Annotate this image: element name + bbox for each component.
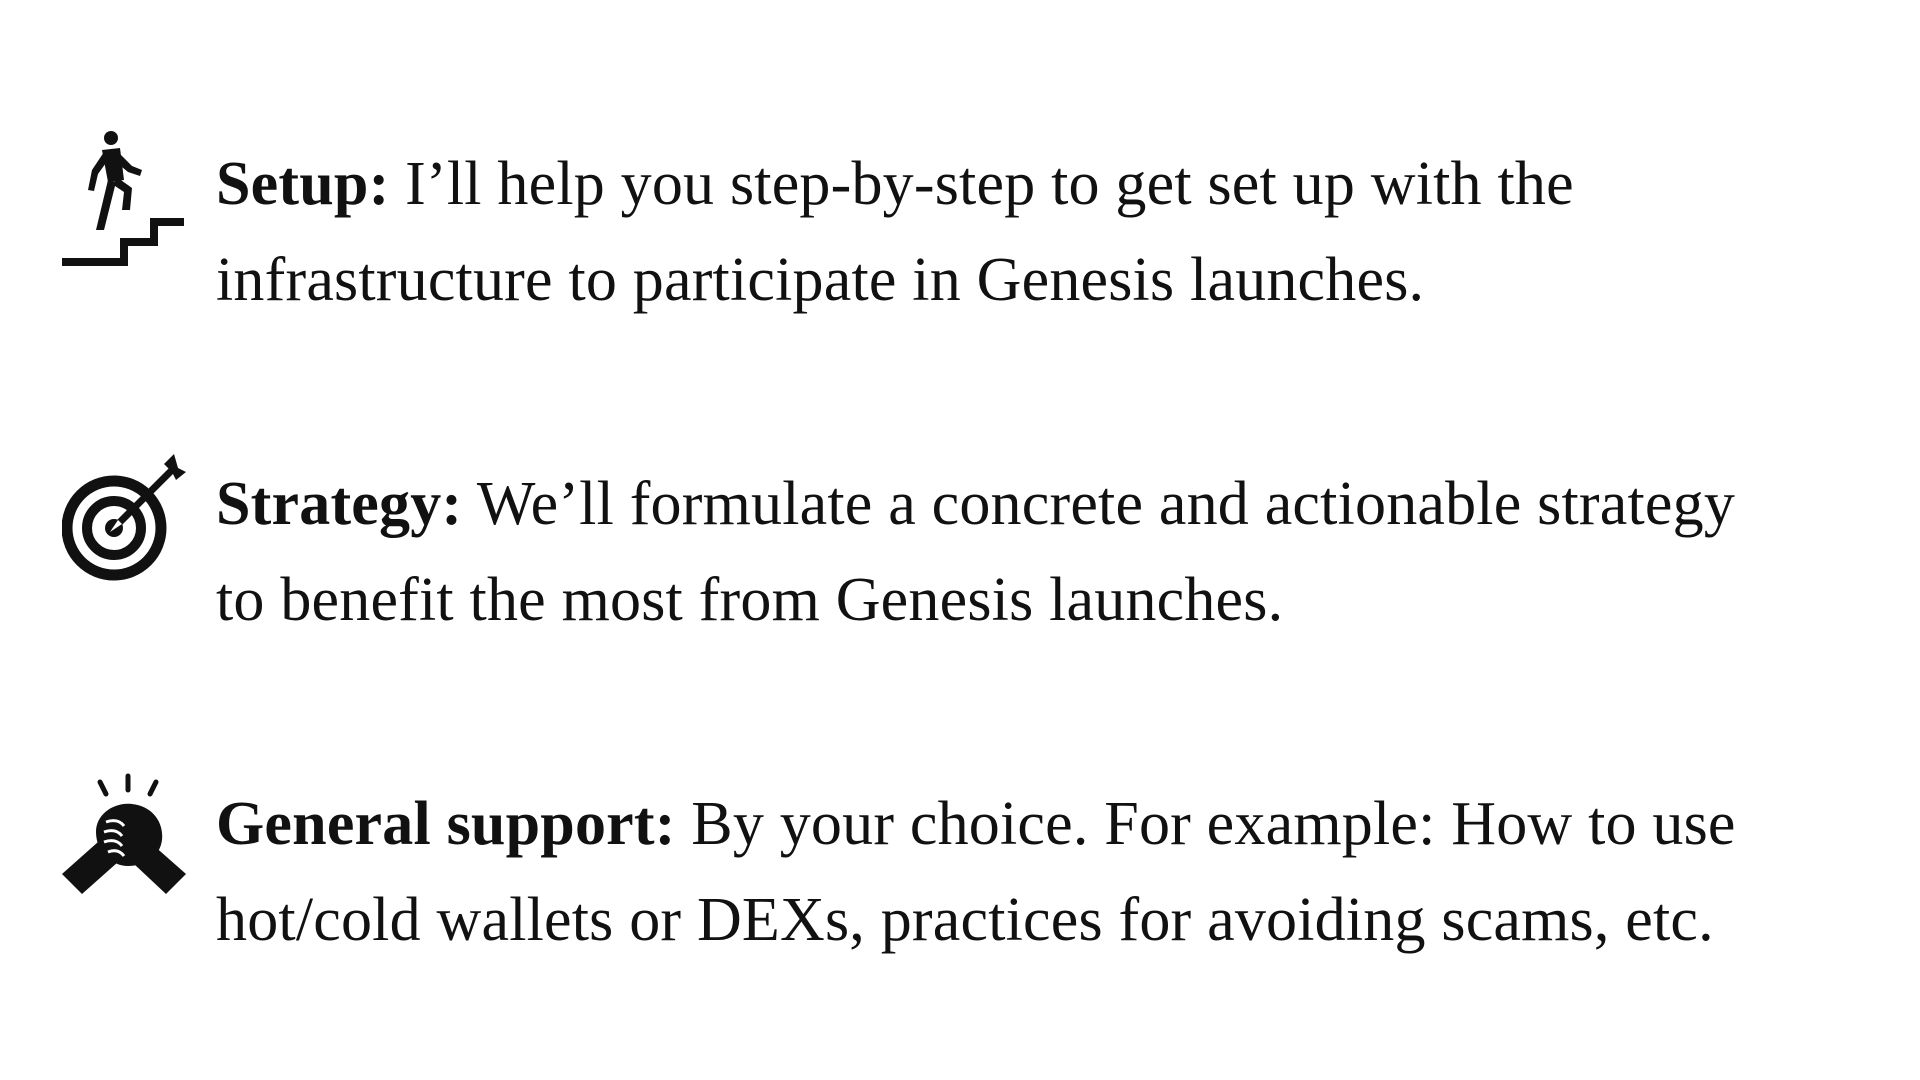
feature-description-line2: infrastructure to participate in Genesis launches. (216, 246, 1425, 314)
feature-description-line1: By your choice. For example: How to use (675, 790, 1736, 858)
feature-text-strategy (216, 456, 1876, 648)
feature-item-general-support (62, 770, 1862, 990)
feature-description-line1: We’ll formulate a concrete and actionable strategy (462, 470, 1736, 538)
feature-description-line2: hot/cold wallets or DEXs, practices for avoiding scams, etc. (216, 886, 1714, 954)
feature-item-setup (62, 130, 1862, 350)
feature-text-general-support (216, 776, 1876, 968)
target-arrow-icon (62, 450, 192, 590)
feature-description-line2: to benefit the most from Genesis launches. (216, 566, 1284, 634)
feature-text-setup (216, 136, 1876, 328)
handshake-icon (62, 770, 192, 910)
feature-label-setup: Setup: (216, 150, 390, 218)
feature-label-general-support: General support: (216, 790, 676, 858)
feature-item-strategy (62, 450, 1862, 670)
feature-description-line1: I’ll help you step-by-step to get set up with the (389, 150, 1574, 218)
feature-label-strategy: Strategy: (216, 470, 463, 538)
stairs-climbing-person-icon (62, 130, 192, 270)
